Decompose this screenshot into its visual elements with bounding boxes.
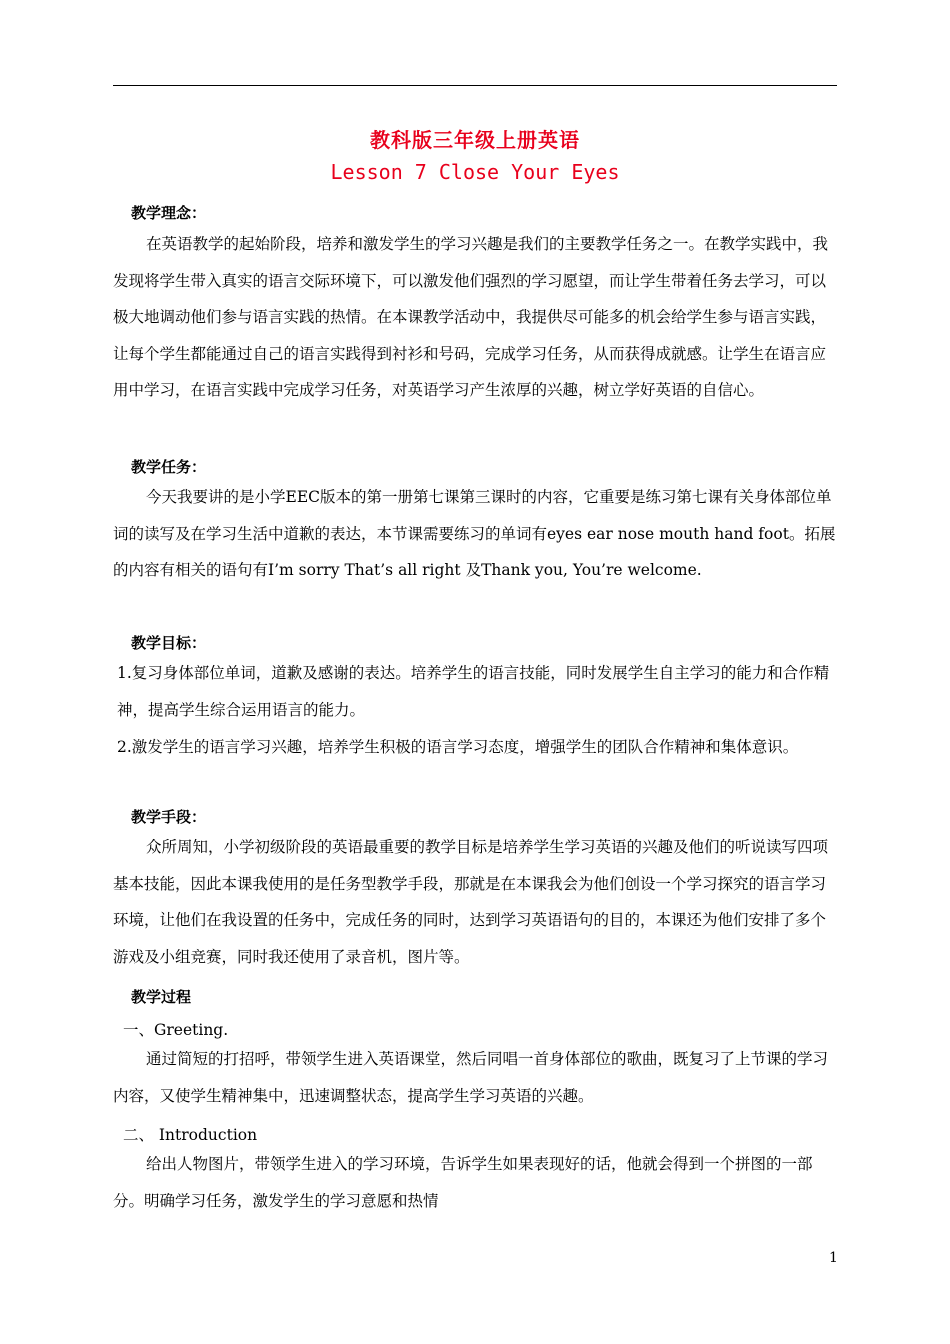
process-step-2-paragraph [113, 1146, 839, 1219]
philosophy-paragraph [113, 226, 839, 409]
goals-heading: 教学目标： [131, 634, 207, 652]
process-step-2-label: 二、 Introduction [123, 1126, 258, 1144]
means-paragraph [113, 829, 839, 975]
goal-item-1: 1.复习身体部位单词，道歉及感谢的表达。培养学生的语言技能，同时发展学生自主学习的能力和合作精神，提高学生综合运用语言的能力。 [117, 664, 830, 719]
page-number: 1 [829, 1250, 838, 1266]
process-heading: 教学过程 [131, 988, 192, 1006]
process-step-1-paragraph [113, 1041, 839, 1114]
means-text: 众所周知，小学初级阶段的英语最重要的教学目标是培养学生学习英语的兴趣及他们的听说读写四项基本技能，因此本课我使用的是任务型教学手段，那就是在本课我会为他们创设一个学习探究的语言学习环境，让他们在我设置的任务中，完成任务的同时，达到学习英语语句的目的，本课还为他们安排了多个游戏及小组竞赛，同时我还使用了录音机，图片等。 [113, 838, 829, 966]
task-paragraph [113, 479, 839, 589]
philosophy-text: 在英语教学的起始阶段，培养和激发学生的学习兴趣是我们的主要教学任务之一。在教学实践中，我发现将学生带入真实的语言交际环境下，可以激发他们强烈的学习愿望，而让学生带着任务去学习，可以极大地调动他们参与语言实践的热情。在本课教学活动中，我提供尽可能多的机会给学生参与语言实践，让每个学生都能通过自己的语言实践得到衬衫和号码，完成学习任务，从而获得成就感。让学生在语言应用中学习，在语言实践中完成学习任务，对英语学习产生浓厚的兴趣，树立学好英语的自信心。 [113, 235, 829, 399]
header-rule [113, 85, 837, 86]
task-heading: 教学任务： [131, 458, 207, 476]
document-title-cn: 教科版三年级上册英语 [370, 128, 580, 152]
goal-item-2: 2.激发学生的语言学习兴趣，培养学生积极的语言学习态度，增强学生的团队合作精神和集体意识。 [117, 738, 799, 756]
task-text: 今天我要讲的是小学EEC版本的第一册第七课第三课时的内容，它重要是练习第七课有关身体部位单词的读写及在学习生活中道歉的表达，本节课需要练习的单词有eyes ear nose mouth hand foot。拓展的内容有相关的语句有I’m sorry That’s all right 及Thank you, You’re welcome. [113, 488, 836, 579]
document-title-en: Lesson 7 Close Your Eyes [330, 160, 620, 184]
process-step-2-text: 给出人物图片，带领学生进入的学习环境，告诉学生如果表现好的话，他就会得到一个拼图的一部分。明确学习任务，激发学生的学习意愿和热情 [113, 1155, 813, 1210]
means-heading: 教学手段： [131, 808, 207, 826]
process-step-1-text: 通过简短的打招呼，带领学生进入英语课堂，然后同唱一首身体部位的歌曲，既复习了上节课的学习内容，又使学生精神集中，迅速调整状态，提高学生学习英语的兴趣。 [113, 1050, 829, 1105]
process-step-1-label: 一、Greeting. [123, 1021, 229, 1039]
philosophy-heading: 教学理念： [131, 204, 207, 222]
